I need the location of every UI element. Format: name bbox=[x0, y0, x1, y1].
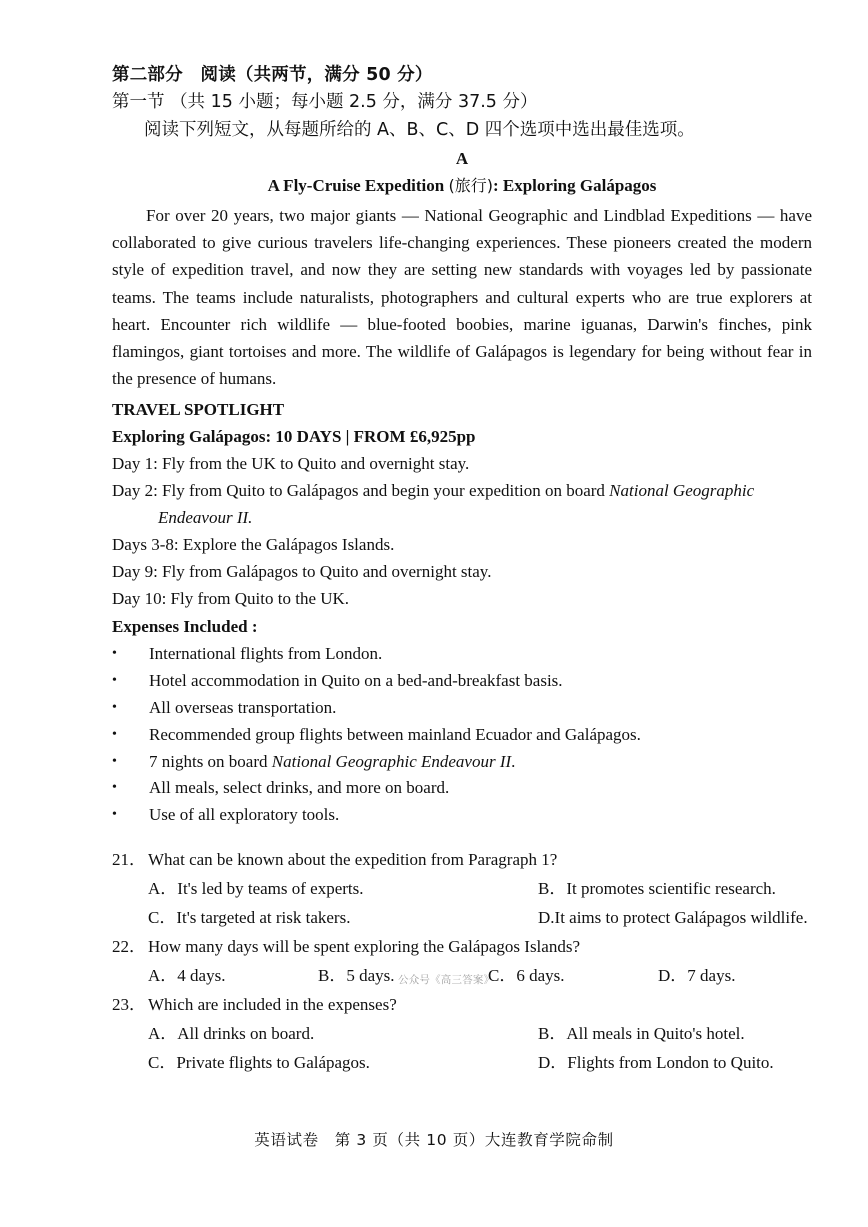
question-22-number: 22． bbox=[112, 937, 146, 956]
expenses-list bbox=[112, 641, 812, 829]
option-22-c-text: 6 days. bbox=[516, 966, 565, 985]
list-item-ship-name: National Geographic Endeavour II bbox=[271, 751, 512, 771]
bullet-icon: • bbox=[112, 673, 117, 689]
itinerary-day-2-cont bbox=[112, 504, 812, 531]
list-item-text: All meals, select drinks, and more on board. bbox=[149, 778, 450, 798]
list-item-text: All overseas transportation. bbox=[149, 698, 337, 718]
option-23-b-label: B． bbox=[538, 1024, 567, 1043]
question-23-number: 23． bbox=[112, 995, 146, 1014]
list-item bbox=[112, 695, 812, 722]
watermark-text: 公众号《高三答案》 bbox=[398, 974, 495, 986]
passage-title-main-2: : Exploring Galápagos bbox=[492, 176, 657, 195]
question-21-options-row-1 bbox=[112, 874, 812, 903]
spotlight-price-line: Exploring Galápagos: 10 DAYS | FROM £6,925pp bbox=[112, 427, 476, 447]
list-item bbox=[112, 668, 812, 695]
question-23-options-row-2 bbox=[112, 1048, 812, 1077]
option-23-d-label: D． bbox=[538, 1053, 568, 1072]
option-21-b-text: It promotes scientific research. bbox=[566, 879, 776, 898]
page-footer: 英语试卷 第 3 页（共 10 页）大连教育学院命制 bbox=[254, 1131, 614, 1149]
option-22-a-text: 4 days. bbox=[177, 966, 226, 985]
option-22-a[interactable] bbox=[148, 961, 318, 990]
expenses-heading: Expenses Included : bbox=[112, 617, 258, 637]
option-23-b[interactable] bbox=[538, 1019, 812, 1048]
option-21-d[interactable] bbox=[538, 903, 812, 932]
bullet-icon: • bbox=[112, 780, 117, 796]
option-21-a-text: It's led by teams of experts. bbox=[177, 879, 364, 898]
question-22-text: How many days will be spent exploring the Galápagos Islands? bbox=[148, 937, 580, 956]
list-item-text: Use of all exploratory tools. bbox=[149, 805, 340, 825]
question-23-text: Which are included in the expenses? bbox=[148, 995, 397, 1014]
itinerary-ship-name-line1: National Geographic bbox=[609, 481, 755, 501]
question-21-stem bbox=[112, 845, 812, 874]
list-item bbox=[112, 641, 812, 668]
bullet-icon: • bbox=[112, 807, 117, 823]
option-22-a-label: A． bbox=[148, 966, 178, 985]
bullet-icon: • bbox=[112, 753, 117, 769]
option-22-d-text: 7 days. bbox=[687, 966, 736, 985]
passage-title-gloss: (旅行) bbox=[448, 176, 493, 195]
option-22-b-label: B． bbox=[318, 966, 347, 985]
bullet-icon: • bbox=[112, 726, 117, 742]
list-item-text bbox=[149, 749, 812, 776]
option-23-a-label: A． bbox=[148, 1024, 178, 1043]
passage-title-main-1: A Fly-Cruise Expedition bbox=[267, 176, 449, 195]
section-instruction: 阅读下列短文，从每题所给的 A、B、C、D 四个选项中选出最佳选项。 bbox=[144, 120, 695, 140]
question-21-text: What can be known about the expedition from Paragraph 1? bbox=[148, 850, 558, 869]
option-22-c-label: C． bbox=[488, 966, 517, 985]
itinerary-day-2-text: Day 2: Fly from Quito to Galápagos and begin your expedition on board bbox=[112, 481, 610, 501]
question-21-options-row-2 bbox=[112, 903, 812, 932]
spotlight-heading: TRAVEL SPOTLIGHT bbox=[112, 400, 285, 420]
list-item-text: International flights from London. bbox=[149, 644, 383, 664]
itinerary-ship-name-line2: Endeavour II. bbox=[158, 508, 253, 528]
itinerary-day-2 bbox=[112, 477, 812, 504]
page-content bbox=[112, 62, 812, 1077]
itinerary-day-10: Day 10: Fly from Quito to the UK. bbox=[112, 589, 350, 609]
question-23-options-row-1 bbox=[112, 1019, 812, 1048]
option-21-b-label: B． bbox=[538, 879, 567, 898]
option-21-a-label: A． bbox=[148, 879, 178, 898]
option-23-d[interactable] bbox=[538, 1048, 812, 1077]
list-item bbox=[112, 749, 812, 776]
option-23-c[interactable] bbox=[148, 1048, 538, 1077]
question-23-stem bbox=[112, 990, 812, 1019]
option-22-b[interactable] bbox=[318, 961, 488, 990]
option-22-c[interactable] bbox=[488, 961, 658, 990]
option-23-d-text: Flights from London to Quito. bbox=[567, 1053, 774, 1072]
list-item bbox=[112, 802, 812, 829]
option-22-b-text: 5 days. bbox=[346, 966, 395, 985]
option-23-a[interactable] bbox=[148, 1019, 538, 1048]
question-23 bbox=[112, 990, 812, 1077]
option-21-d-label: D. bbox=[538, 908, 555, 927]
list-item bbox=[112, 722, 812, 749]
bullet-icon: • bbox=[112, 646, 117, 662]
list-item-text-pre: 7 nights on board bbox=[149, 751, 272, 771]
itinerary-day-9: Day 9: Fly from Galápagos to Quito and overnight stay. bbox=[112, 562, 492, 582]
question-22-stem bbox=[112, 932, 812, 961]
list-item bbox=[112, 775, 812, 802]
option-23-c-text: Private flights to Galápagos. bbox=[176, 1053, 370, 1072]
itinerary-day-1: Day 1: Fly from the UK to Quito and overnight stay. bbox=[112, 454, 470, 474]
option-21-d-text: It aims to protect Galápagos wildlife. bbox=[554, 908, 808, 927]
option-21-c-label: C． bbox=[148, 908, 177, 927]
question-22 bbox=[112, 932, 812, 990]
passage-paragraph-1: For over 20 years, two major giants — National Geographic and Lindblad Expeditions — have collaborated to give curious travelers life-changing experiences. These pioneers created the modern style of expedition travel, and now they are setting new standards with voyages led by passionate teams. The teams include naturalists, photographers and cultural experts who are true explorers at heart. Encounter rich wildlife — blue-footed boobies, marine iguanas, Darwin's finches, pink flamingos, giant tortoises and more. The wildlife of Galápagos is legendary for being without fear in the presence of humans. bbox=[112, 206, 812, 389]
question-21-number: 21． bbox=[112, 850, 146, 869]
list-item-text: Hotel accommodation in Quito on a bed-and-breakfast basis. bbox=[149, 671, 563, 691]
list-item-text: Recommended group flights between mainland Ecuador and Galápagos. bbox=[149, 724, 641, 744]
option-21-a[interactable] bbox=[148, 874, 538, 903]
option-21-c-text: It's targeted at risk takers. bbox=[176, 908, 351, 927]
question-22-options-row-1 bbox=[112, 961, 812, 990]
question-21 bbox=[112, 845, 812, 932]
passage-title bbox=[112, 173, 812, 199]
option-23-a-text: All drinks on board. bbox=[177, 1024, 315, 1043]
option-23-c-label: C． bbox=[148, 1053, 177, 1072]
option-23-b-text: All meals in Quito's hotel. bbox=[566, 1024, 745, 1043]
part-title: 第二部分 阅读（共两节，满分 50 分） bbox=[112, 65, 433, 85]
bullet-icon: • bbox=[112, 700, 117, 716]
option-21-b[interactable] bbox=[538, 874, 812, 903]
section-title: 第一节 （共 15 小题；每小题 2.5 分，满分 37.5 分） bbox=[112, 92, 538, 112]
option-21-c[interactable] bbox=[148, 903, 538, 932]
option-22-d-label: D． bbox=[658, 966, 688, 985]
itinerary-days-3-8: Days 3-8: Explore the Galápagos Islands. bbox=[112, 535, 395, 555]
list-item-text-post: . bbox=[511, 751, 516, 771]
option-22-d[interactable] bbox=[658, 961, 812, 990]
passage-letter: A bbox=[455, 149, 469, 168]
